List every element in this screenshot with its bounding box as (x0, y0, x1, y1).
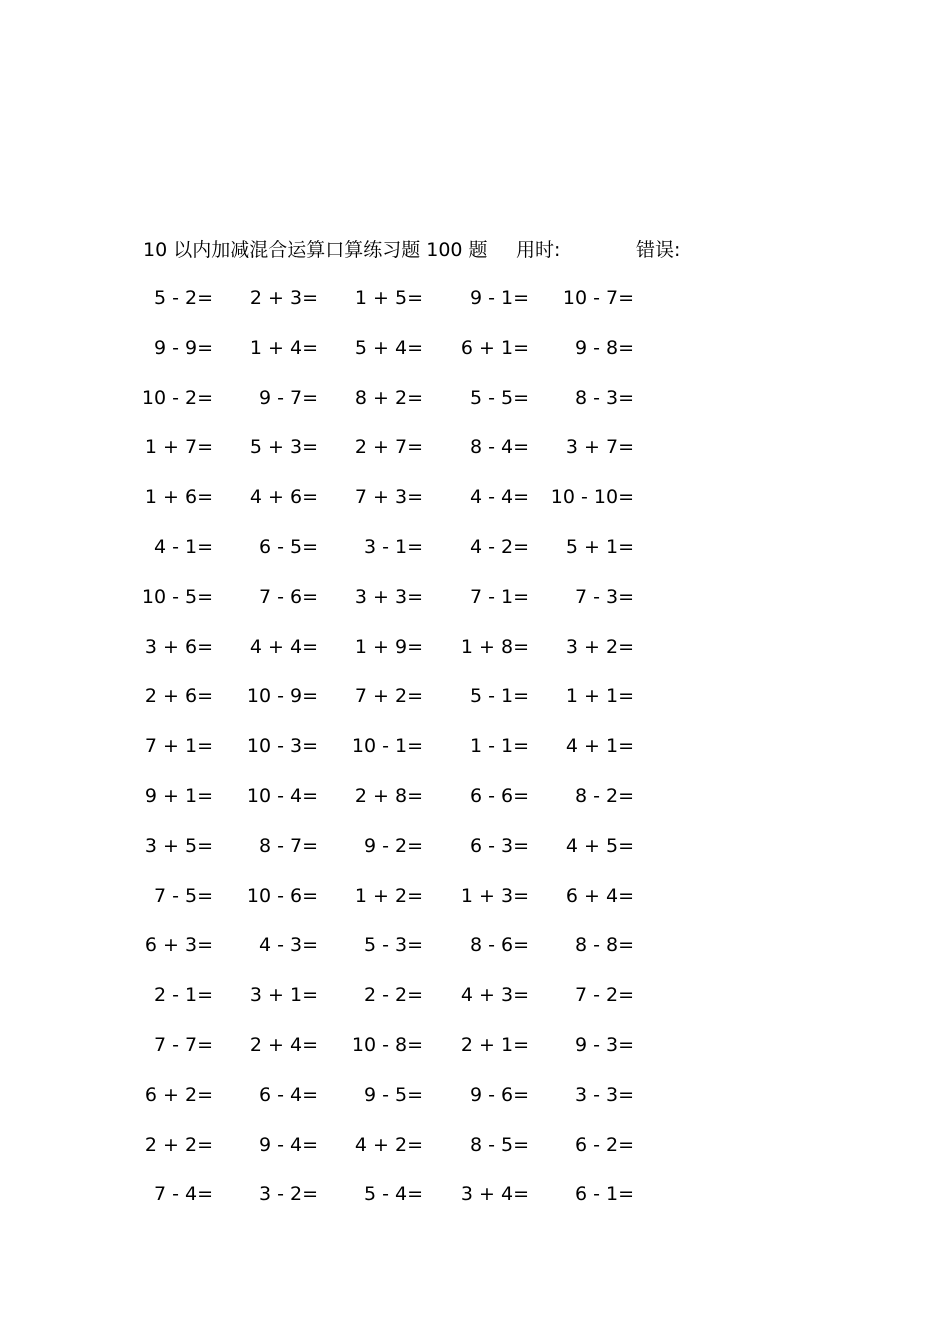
arithmetic-problem: 5 - 5= (469, 386, 529, 409)
arithmetic-problem: 1 + 2= (354, 884, 423, 907)
arithmetic-problem: 10 - 9= (246, 685, 318, 708)
arithmetic-problem: 1 + 5= (354, 287, 423, 309)
arithmetic-problem: 2 + 2= (144, 1133, 213, 1156)
problem-row (0, 583, 950, 633)
arithmetic-problem: 1 - 1= (469, 735, 529, 758)
arithmetic-problem: 8 - 4= (469, 436, 529, 459)
arithmetic-problem: 7 - 4= (153, 1183, 213, 1206)
arithmetic-problem: 4 + 2= (354, 1133, 423, 1156)
arithmetic-problem: 9 + 1= (144, 784, 213, 807)
problem-row (0, 334, 950, 384)
arithmetic-problem: 7 - 3= (574, 585, 634, 608)
arithmetic-problem: 8 - 8= (574, 934, 634, 957)
problem-row (0, 433, 950, 483)
problem-row (0, 882, 950, 932)
problem-row (0, 931, 950, 981)
arithmetic-problem: 4 - 4= (469, 486, 529, 509)
arithmetic-problem: 2 + 1= (460, 1033, 529, 1056)
arithmetic-problem: 9 - 9= (153, 336, 213, 359)
problem-row (0, 633, 950, 683)
arithmetic-problem: 1 + 7= (144, 436, 213, 459)
arithmetic-problem: 9 - 7= (258, 386, 318, 409)
arithmetic-problem: 4 + 6= (249, 486, 318, 509)
arithmetic-problem: 2 + 4= (249, 1033, 318, 1056)
arithmetic-problem: 10 - 10= (550, 486, 634, 509)
arithmetic-problem: 6 + 2= (144, 1083, 213, 1106)
arithmetic-problem: 5 - 4= (363, 1183, 423, 1206)
arithmetic-problem: 10 - 5= (141, 585, 213, 608)
arithmetic-problem: 2 + 8= (354, 784, 423, 807)
arithmetic-problem: 6 + 1= (460, 336, 529, 359)
worksheet-title: 10 以内加减混合运算口算练习题 100 题 (143, 239, 488, 261)
problem-row (0, 832, 950, 882)
arithmetic-problem: 3 + 1= (249, 984, 318, 1007)
arithmetic-problem: 9 - 2= (363, 834, 423, 857)
arithmetic-problem: 7 + 2= (354, 685, 423, 708)
arithmetic-problem: 6 - 2= (574, 1133, 634, 1156)
arithmetic-problem: 6 - 5= (258, 535, 318, 558)
arithmetic-problem: 2 + 7= (354, 436, 423, 459)
arithmetic-problem: 2 - 1= (153, 984, 213, 1007)
arithmetic-problem: 6 - 4= (258, 1083, 318, 1106)
arithmetic-problem: 5 + 3= (249, 436, 318, 459)
arithmetic-problem: 5 + 1= (565, 535, 634, 558)
arithmetic-problem: 3 - 3= (574, 1083, 634, 1106)
arithmetic-problem: 7 - 1= (469, 585, 529, 608)
arithmetic-problem: 1 + 9= (354, 635, 423, 658)
arithmetic-problem: 4 - 1= (153, 535, 213, 558)
arithmetic-problem: 7 - 2= (574, 984, 634, 1007)
arithmetic-problem: 6 - 6= (469, 784, 529, 807)
arithmetic-problem: 3 - 1= (363, 535, 423, 558)
problem-row (0, 981, 950, 1031)
arithmetic-problem: 8 - 6= (469, 934, 529, 957)
arithmetic-problem: 9 - 3= (574, 1033, 634, 1056)
arithmetic-problem: 8 - 7= (258, 834, 318, 857)
arithmetic-problem: 2 - 2= (363, 984, 423, 1007)
arithmetic-problem: 6 - 3= (469, 834, 529, 857)
arithmetic-problem: 10 - 4= (246, 784, 318, 807)
arithmetic-problem: 10 - 2= (141, 386, 213, 409)
arithmetic-problem: 2 + 3= (249, 287, 318, 309)
arithmetic-problem: 4 + 5= (565, 834, 634, 857)
arithmetic-problem: 9 - 8= (574, 336, 634, 359)
arithmetic-problem: 3 + 5= (144, 834, 213, 857)
problem-row (0, 1131, 950, 1181)
problem-row (0, 533, 950, 583)
arithmetic-problem: 5 - 3= (363, 934, 423, 957)
arithmetic-problem: 1 + 6= (144, 486, 213, 509)
arithmetic-problem: 1 + 1= (565, 685, 634, 708)
arithmetic-problem: 4 - 3= (258, 934, 318, 957)
arithmetic-problem: 4 - 2= (469, 535, 529, 558)
problem-row (0, 1031, 950, 1081)
arithmetic-problem: 6 + 4= (565, 884, 634, 907)
worksheet-header (0, 236, 950, 264)
arithmetic-problem: 8 - 2= (574, 784, 634, 807)
arithmetic-problem: 10 - 6= (246, 884, 318, 907)
problem-row (0, 1180, 950, 1230)
problem-row (0, 384, 950, 434)
problem-row (0, 284, 950, 334)
problem-grid (0, 284, 950, 1230)
arithmetic-problem: 5 - 2= (153, 287, 213, 309)
arithmetic-problem: 8 + 2= (354, 386, 423, 409)
arithmetic-problem: 9 - 5= (363, 1083, 423, 1106)
arithmetic-problem: 10 - 3= (246, 735, 318, 758)
arithmetic-problem: 5 + 4= (354, 336, 423, 359)
arithmetic-problem: 4 + 3= (460, 984, 529, 1007)
arithmetic-problem: 7 + 3= (354, 486, 423, 509)
arithmetic-problem: 2 + 6= (144, 685, 213, 708)
problem-row (0, 682, 950, 732)
arithmetic-problem: 10 - 7= (562, 287, 634, 309)
arithmetic-problem: 10 - 8= (351, 1033, 423, 1056)
problem-row (0, 782, 950, 832)
arithmetic-problem: 3 - 2= (258, 1183, 318, 1206)
time-used-label: 用时: (516, 239, 561, 261)
arithmetic-problem: 9 - 4= (258, 1133, 318, 1156)
arithmetic-problem: 9 - 6= (469, 1083, 529, 1106)
arithmetic-problem: 3 + 7= (565, 436, 634, 459)
arithmetic-problem: 4 + 4= (249, 635, 318, 658)
arithmetic-problem: 8 - 5= (469, 1133, 529, 1156)
arithmetic-problem: 6 - 1= (574, 1183, 634, 1206)
arithmetic-problem: 1 + 8= (460, 635, 529, 658)
arithmetic-problem: 3 + 2= (565, 635, 634, 658)
arithmetic-problem: 7 - 6= (258, 585, 318, 608)
arithmetic-problem: 7 - 5= (153, 884, 213, 907)
problem-row (0, 732, 950, 782)
arithmetic-problem: 9 - 1= (469, 287, 529, 309)
problem-row (0, 1081, 950, 1131)
errors-label: 错误: (636, 239, 681, 261)
arithmetic-problem: 7 + 1= (144, 735, 213, 758)
arithmetic-problem: 10 - 1= (351, 735, 423, 758)
arithmetic-problem: 6 + 3= (144, 934, 213, 957)
arithmetic-problem: 3 + 3= (354, 585, 423, 608)
arithmetic-problem: 3 + 4= (460, 1183, 529, 1206)
arithmetic-problem: 8 - 3= (574, 386, 634, 409)
arithmetic-problem: 5 - 1= (469, 685, 529, 708)
arithmetic-problem: 1 + 4= (249, 336, 318, 359)
problem-row (0, 483, 950, 533)
arithmetic-problem: 4 + 1= (565, 735, 634, 758)
arithmetic-problem: 1 + 3= (460, 884, 529, 907)
arithmetic-problem: 7 - 7= (153, 1033, 213, 1056)
arithmetic-problem: 3 + 6= (144, 635, 213, 658)
